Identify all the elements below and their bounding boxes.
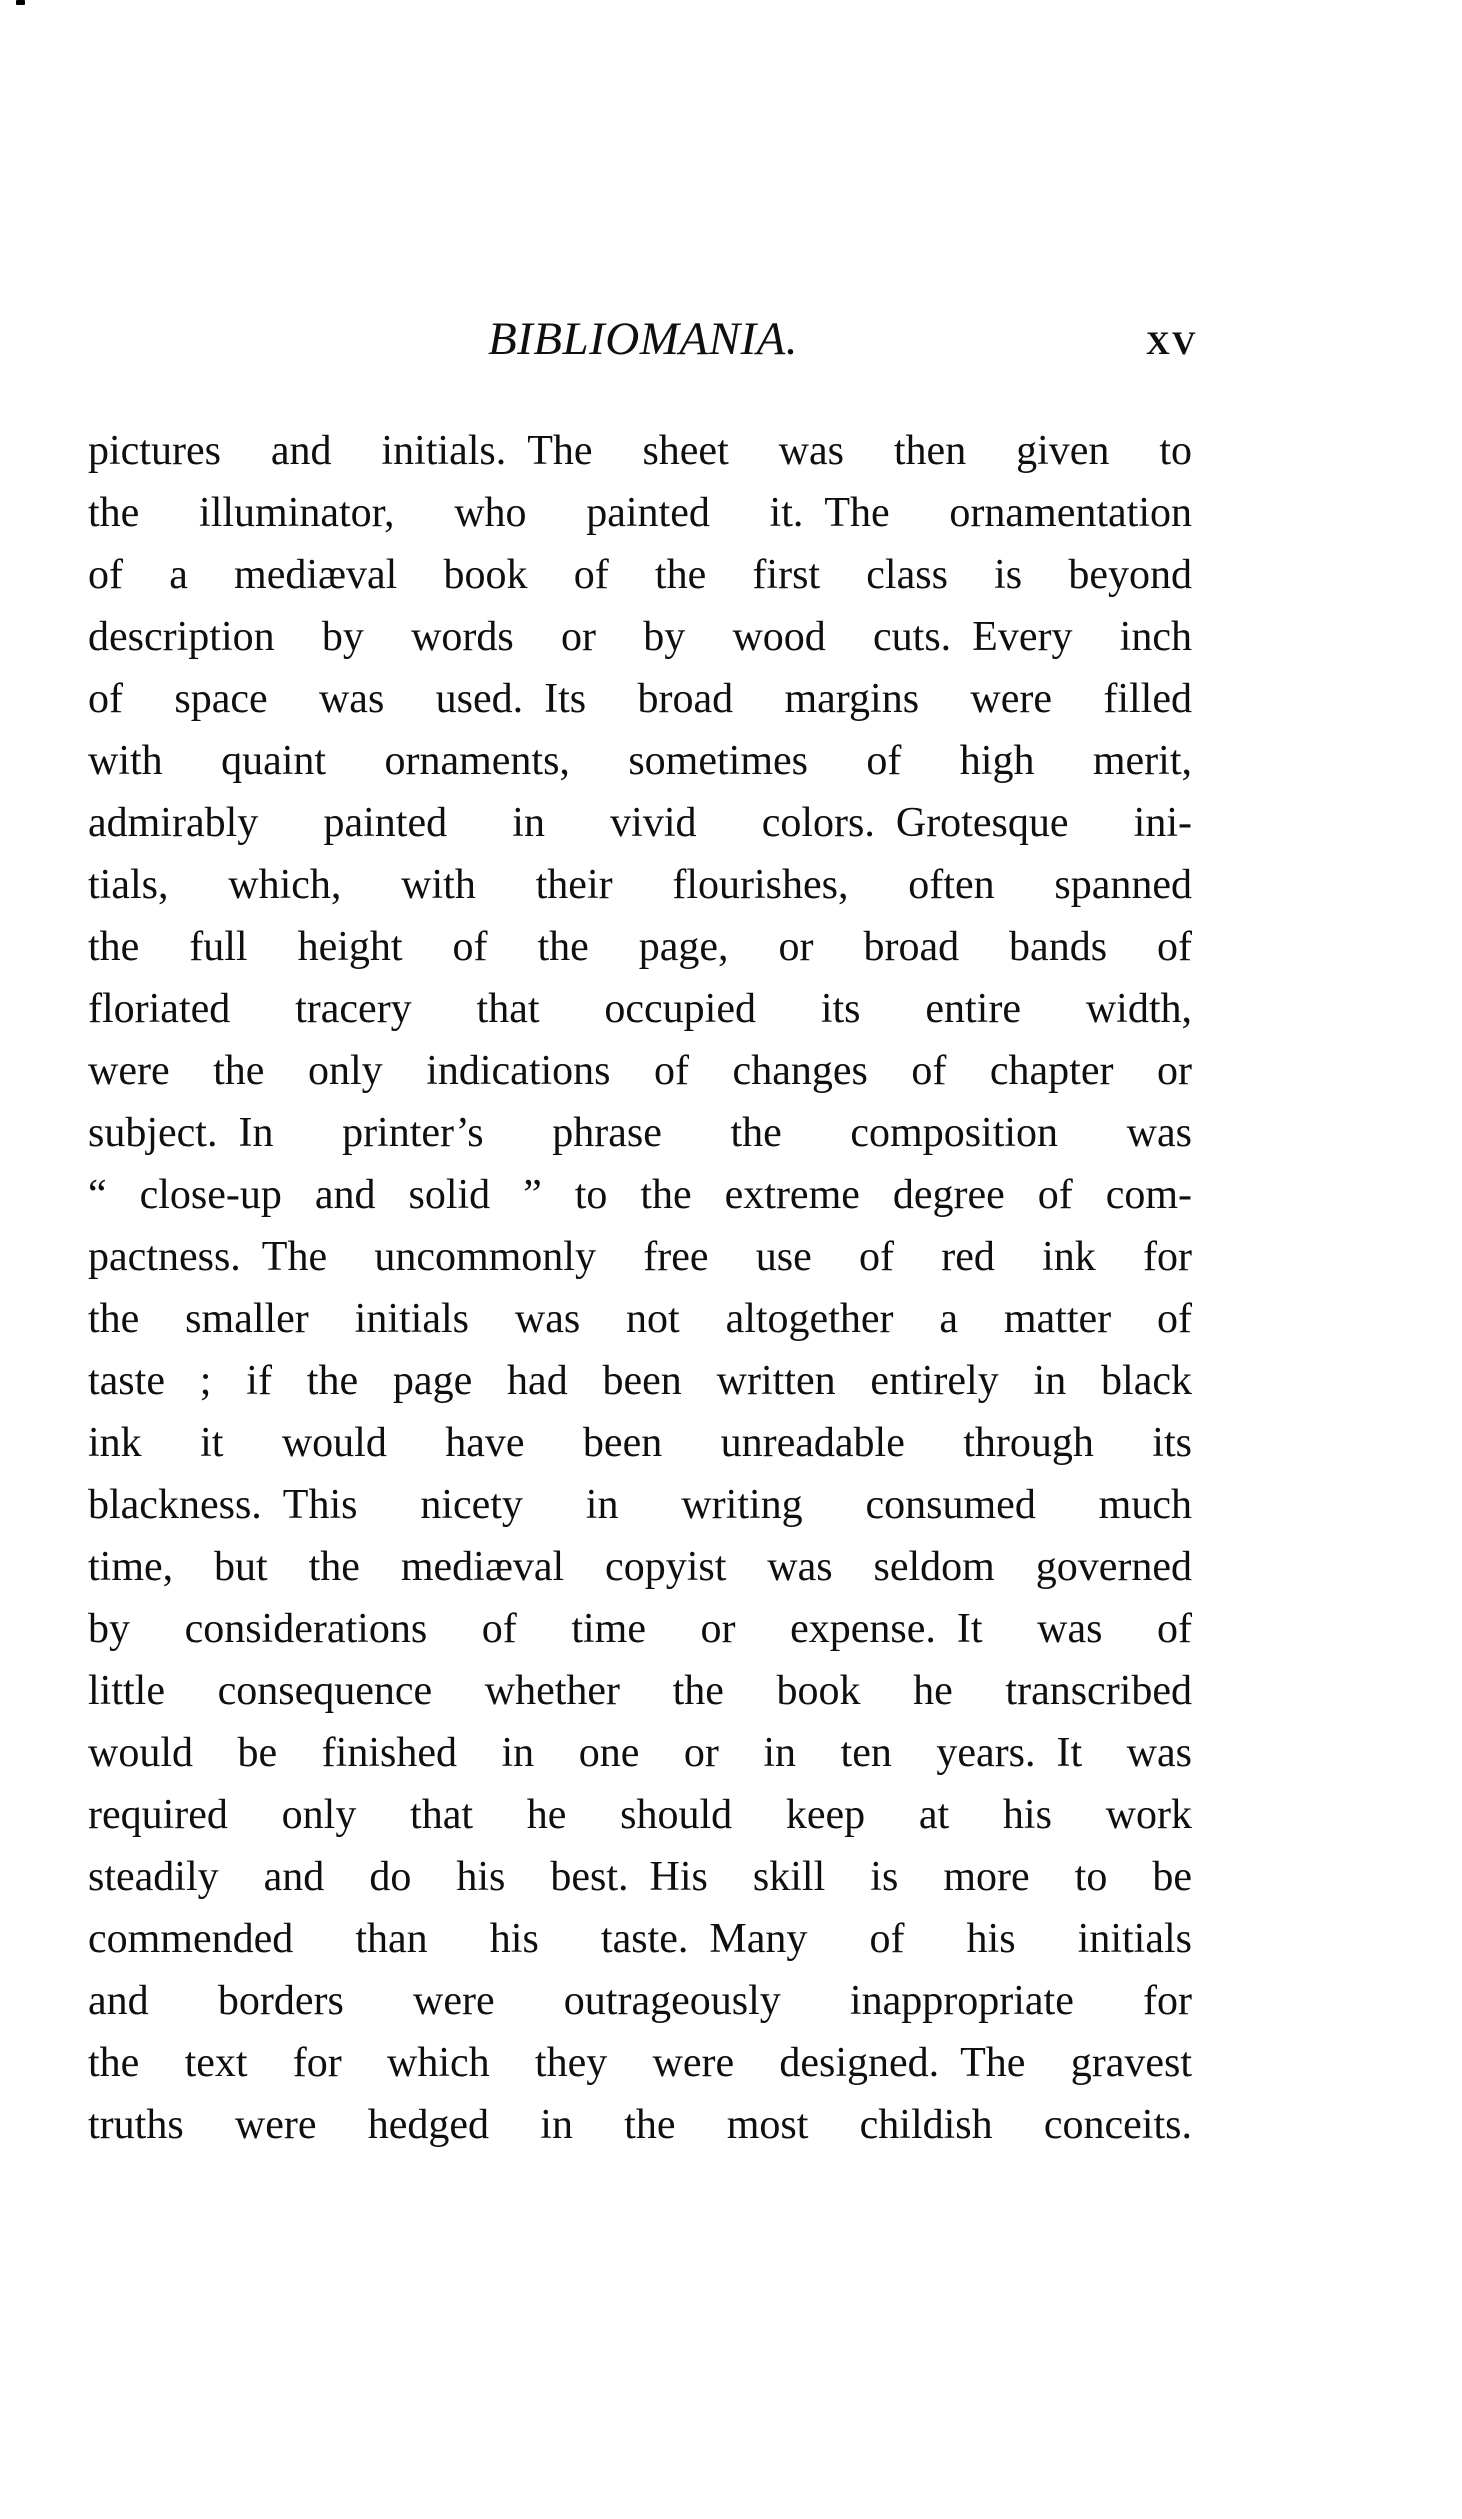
text-line: steadily and do his best. His skill is more to be: [88, 1854, 1192, 1900]
text-line: required only that he should keep at his work: [88, 1792, 1192, 1838]
text-line: and borders were outrageously inappropriate for: [88, 1978, 1192, 2024]
text-line: admirably painted in vivid colors. Grotesque ini-: [88, 800, 1192, 846]
text-line: pictures and initials. The sheet was then given to: [88, 428, 1192, 474]
text-line: truths were hedged in the most childish conceits.: [88, 2102, 1192, 2148]
text-line: floriated tracery that occupied its entire width,: [88, 986, 1192, 1032]
text-line: “ close-up and solid ” to the extreme degree of com-: [88, 1172, 1192, 1218]
running-head-title: BIBLIOMANIA.: [487, 313, 799, 365]
text-line: taste ; if the page had been written entirely in black: [88, 1358, 1192, 1404]
text-line: pactness. The uncommonly free use of red ink for: [88, 1234, 1192, 1280]
page-number: XV: [1146, 326, 1198, 362]
text-line: the smaller initials was not altogether a matter of: [88, 1296, 1192, 1342]
text-line: the text for which they were designed. The gravest: [88, 2040, 1192, 2086]
text-line: of space was used. Its broad margins were filled: [88, 676, 1192, 722]
text-line: would be finished in one or in ten years. It was: [88, 1730, 1192, 1776]
text-line: commended than his taste. Many of his initials: [88, 1916, 1192, 1962]
text-line: the full height of the page, or broad bands of: [88, 924, 1192, 970]
text-line: ink it would have been unreadable through its: [88, 1420, 1192, 1466]
text-line: of a mediæval book of the first class is beyond: [88, 552, 1192, 598]
text-line: description by words or by wood cuts. Every inch: [88, 614, 1192, 660]
text-line: little consequence whether the book he transcribed: [88, 1668, 1192, 1714]
text-line: tials, which, with their flourishes, often spanned: [88, 862, 1192, 908]
scan-artifact: [16, 0, 25, 5]
body-text: [88, 420, 1192, 2156]
text-line: blackness. This nicety in writing consumed much: [88, 1482, 1192, 1528]
text-line: the illuminator, who painted it. The ornamentation: [88, 490, 1192, 536]
text-line: with quaint ornaments, sometimes of high merit,: [88, 738, 1192, 784]
text-line: by considerations of time or expense. It was of: [88, 1606, 1192, 1652]
text-line: were the only indications of changes of chapter or: [88, 1048, 1192, 1094]
text-line: time, but the mediæval copyist was seldom governed: [88, 1544, 1192, 1590]
text-line: subject. In printer’s phrase the composition was: [88, 1110, 1192, 1156]
